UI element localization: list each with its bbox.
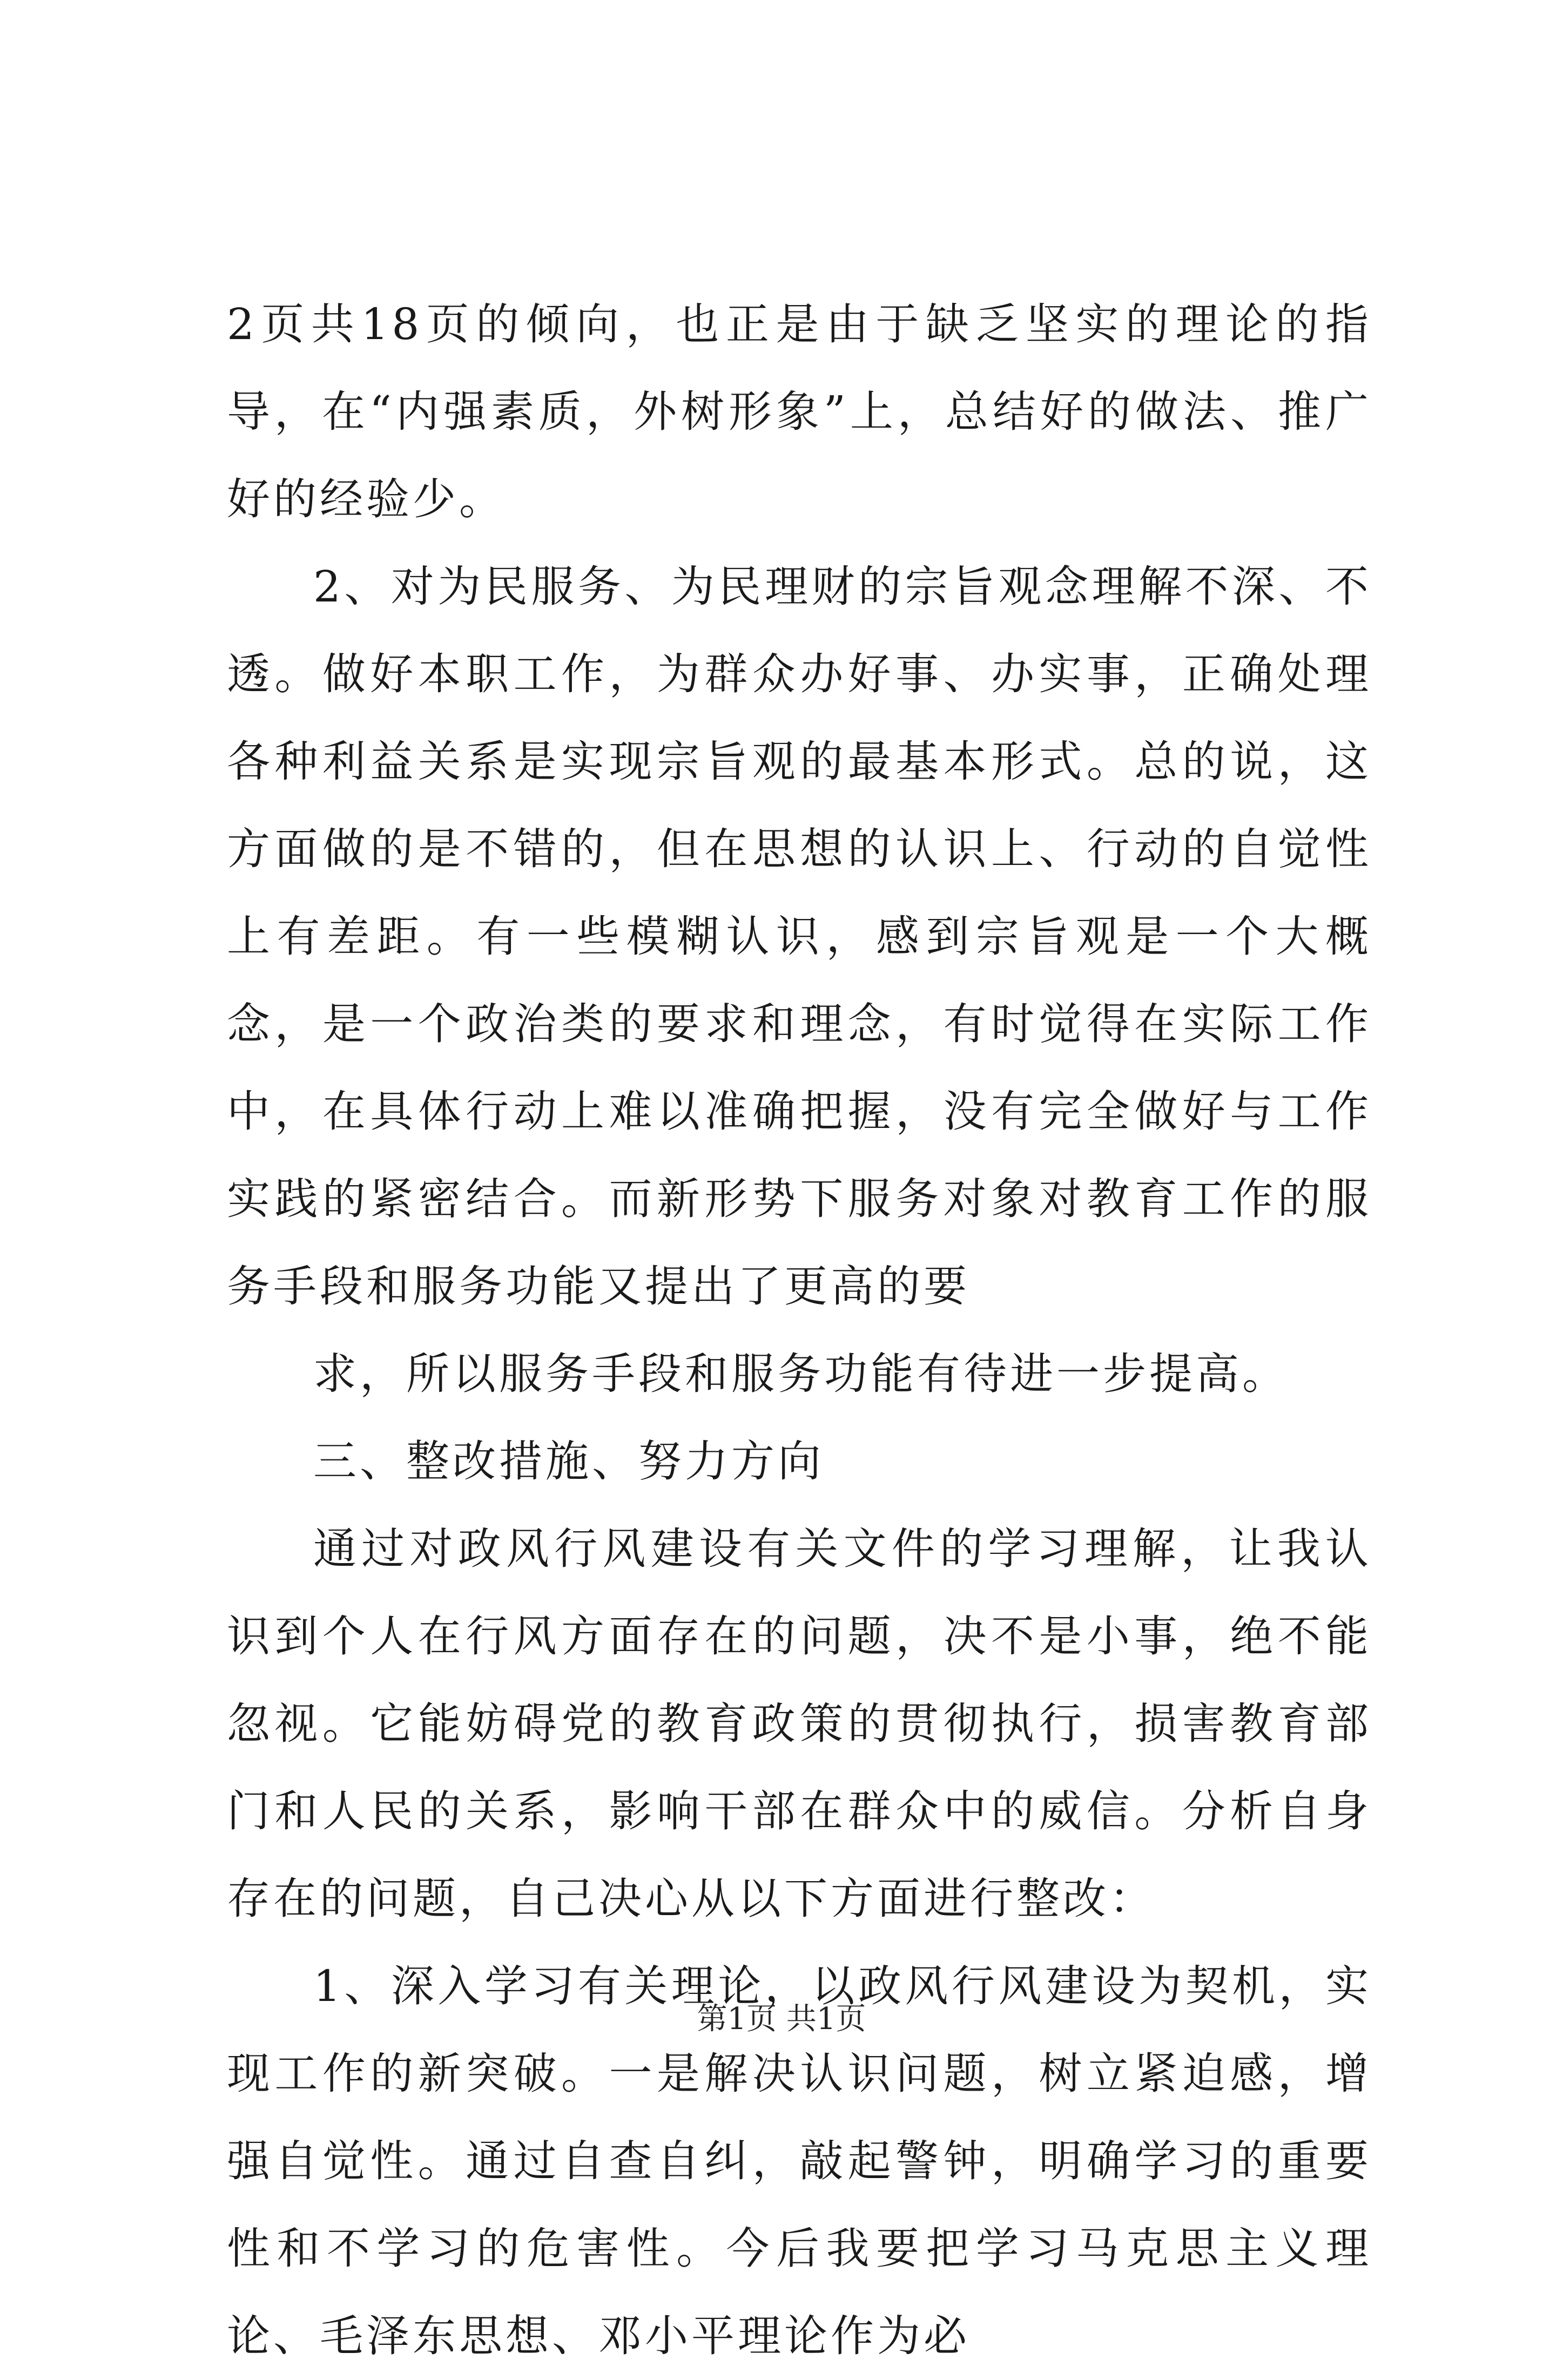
document-body xyxy=(227,281,1372,2380)
paragraph-continuation: 2页共18页的倾向，也正是由于缺乏坚实的理论的指导，在“内强素质，外树形象”上，总结好的做法、推广好的经验少。 xyxy=(227,299,1372,524)
paragraph-item-2-end: 求，所以服务手段和服务功能有待进一步提高。 xyxy=(313,1349,1289,1399)
paragraph-item-1: 1、深入学习有关理论，以政风行风建设为契机，实现工作的新突破。一是解决认识问题，树立紧迫感，增强自觉性。通过自查自纠，敲起警钟，明确学习的重要性和不学习的危害性。今后我要把学习马克思主义理论、毛泽东思想、邓小平理论作为必 xyxy=(227,1961,1372,2361)
section-heading: 三、整改措施、努力方向 xyxy=(313,1436,824,1486)
page-footer: 第1页 共1页 xyxy=(697,2002,866,2037)
paragraph-intro: 通过对政风行风建设有关文件的学习理解，让我认识到个人在行风方面存在的问题，决不是小事，绝不能忽视。它能妨碍党的教育政策的贯彻执行，损害教育部门和人民的关系，影响干部在群众中的威信。分析自身存在的问题，自己决心从以下方面进行整改： xyxy=(227,1524,1372,1924)
paragraph-item-2: 2、对为民服务、为民理财的宗旨观念理解不深、不透。做好本职工作，为群众办好事、办实事，正确处理各种利益关系是实现宗旨观的最基本形式。总的说，这方面做的是不错的，但在思想的认识上、行动的自觉性上有差距。有一些模糊认识，感到宗旨观是一个大概念，是一个政治类的要求和理念，有时觉得在实际工作中，在具体行动上难以准确把握，没有完全做好与工作实践的紧密结合。而新形势下服务对象对教育工作的服务手段和服务功能又提出了更高的要 xyxy=(227,562,1372,1311)
